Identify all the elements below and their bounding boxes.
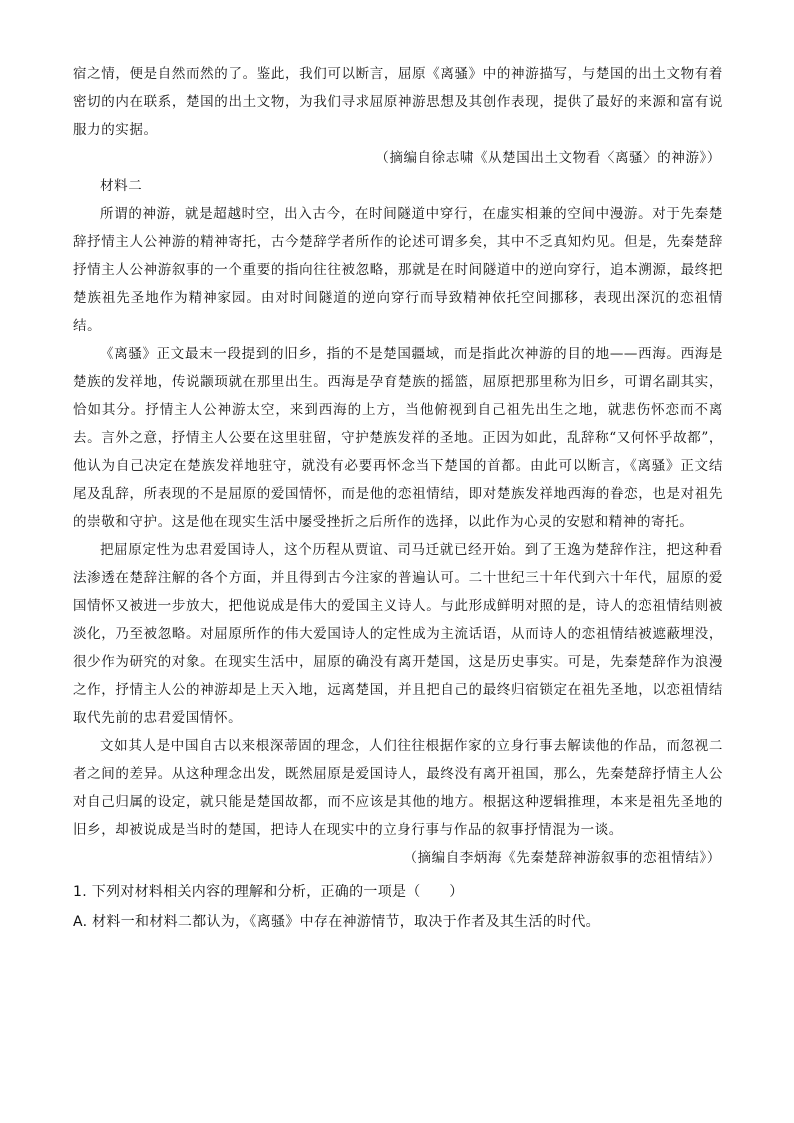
document-page: [73, 60, 723, 936]
material2-paragraph: 《离骚》正文最末一段提到的旧乡，指的不是楚国疆域，而是指此次神游的目的地——西海。西海是楚族的发祥地，传说颛顼就在那里出生。西海是孕育楚族的摇篮，屈原把那里称为旧乡，可谓名副其实，恰如其分。抒情主人公神游太空，来到西海的上方，当他俯视到自己祖先出生之地，就悲伤怀恋而不离去。言外之意，抒情主人公要在这里驻留，守护楚族发祥的圣地。正因为如此，乱辞称“又何怀乎故都”，他认为自己决定在楚族发祥地驻守，就没有必要再怀念当下楚国的首都。由此可以断言，《离骚》正文结尾及乱辞，所表现的不是屈原的爱国情怀，而是他的恋祖情结，即对楚族发祥地西海的眷恋，也是对祖先的崇敬和守护。这是他在现实生活中屡受挫折之后所作的选择，以此作为心灵的安慰和精神的寄托。: [73, 346, 723, 530]
material2-paragraph: 把屈原定性为忠君爱国诗人，这个历程从贾谊、司马迁就已经开始。到了王逸为楚辞作注，把这种看法渗透在楚辞注解的各个方面，并且得到古今注家的普遍认可。二十世纪三十年代到六十年代，屈原的爱国情怀又被进一步放大，把他说成是伟大的爱国主义诗人。与此形成鲜明对照的是，诗人的恋祖情结则被淡化，乃至被忽略。对屈原所作的伟大爱国诗人的定性成为主流话语，从而诗人的恋祖情结被遮蔽埋没，很少作为研究的对象。在现实生活中，屈原的确没有离开楚国，这是历史事实。可是，先秦楚辞作为浪漫之作，抒情主人公的神游却是上天入地，远离楚国，并且把自己的最终归宿锁定在祖先圣地，以恋祖情结取代先前的忠君爱国情怀。: [73, 542, 723, 726]
question-1-stem: 1. 下列对材料相关内容的理解和分析，正确的一项是（ ）: [73, 884, 464, 900]
material2-paragraph: 文如其人是中国自古以来根深蒂固的理念，人们往往根据作家的立身行事去解读他的作品，而忽视二者之间的差异。从这种理念出发，既然屈原是爱国诗人，最终没有离开祖国，那么，先秦楚辞抒情主人公对自己归属的设定，就只能是楚国故都，而不应该是其他的地方。根据这种逻辑推理，本来是祖先圣地的旧乡，却被说成是当时的楚国，把诗人在现实中的立身行事与作品的叙事抒情混为一谈。: [73, 738, 723, 838]
question-1-option-a[interactable]: A. 材料一和材料二都认为，《离骚》中存在神游情节，取决于作者及其生活的时代。: [73, 914, 600, 930]
material2-label: 材料二: [100, 178, 143, 194]
material2-source: （摘编自李炳海《先秦楚辞神游叙事的恋祖情结》）: [403, 850, 721, 866]
material2-paragraph: 所谓的神游，就是超越时空，出入古今，在时间隧道中穿行，在虚实相兼的空间中漫游。对于先秦楚辞抒情主人公神游的精神寄托，古今楚辞学者所作的论述可谓多矣，其中不乏真知灼见。但是，先秦楚辞抒情主人公神游叙事的一个重要的指向往往被忽略，那就是在时间隧道中的逆向穿行，追本溯源，最终把楚族祖先圣地作为精神家园。由对时间隧道的逆向穿行而导致精神依托空间挪移，表现出深沉的恋祖情结。: [73, 206, 723, 334]
material1-source: （摘编自徐志啸《从楚国出土文物看〈离骚〉的神游》）: [375, 150, 721, 166]
material1-continuation: 宿之情，便是自然而然的了。鉴此，我们可以断言，屈原《离骚》中的神游描写，与楚国的出土文物有着密切的内在联系，楚国的出土文物，为我们寻求屈原神游思想及其创作表现，提供了最好的来源和富有说服力的实据。: [73, 66, 723, 138]
